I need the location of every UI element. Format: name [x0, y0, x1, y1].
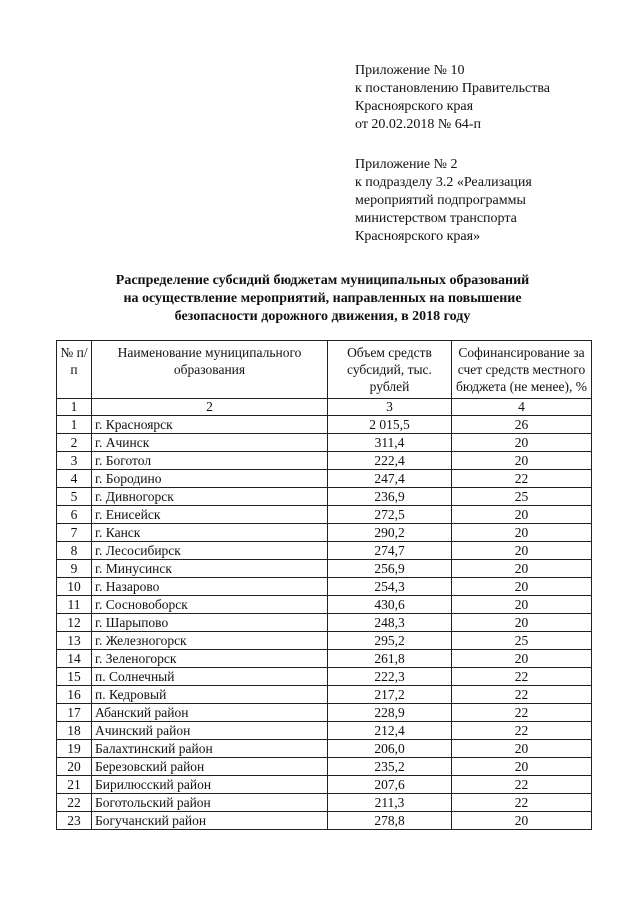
- header-cofinancing: Софинансирование за счет средств местного бюджета (не менее), %: [452, 341, 592, 399]
- row-number-cell: 15: [57, 668, 92, 686]
- row-number-cell: 13: [57, 632, 92, 650]
- row-number-cell: 5: [57, 488, 92, 506]
- municipality-cell: Абанский район: [92, 704, 328, 722]
- table-row: [57, 722, 592, 740]
- title-line: на осуществление мероприятий, направленных на повышение: [123, 291, 522, 306]
- cofinancing-cell: 22: [452, 722, 592, 740]
- subsidy-amount-cell: 254,3: [328, 578, 452, 596]
- index-cell: 3: [328, 399, 452, 416]
- title-line: безопасности дорожного движения, в 2018 году: [174, 309, 471, 324]
- cofinancing-cell: 22: [452, 668, 592, 686]
- appendix-line: Приложение № 10: [355, 63, 465, 78]
- appendix-line: Приложение № 2: [355, 157, 458, 172]
- subsidy-amount-cell: 272,5: [328, 506, 452, 524]
- row-number-cell: 17: [57, 704, 92, 722]
- municipality-cell: г. Железногорск: [92, 632, 328, 650]
- subsidy-amount-cell: 211,3: [328, 794, 452, 812]
- row-number-cell: 7: [57, 524, 92, 542]
- index-cell: 2: [92, 399, 328, 416]
- appendix-line: Красноярского края: [355, 99, 474, 114]
- table-body: [57, 416, 592, 830]
- table-row: [57, 794, 592, 812]
- subsidy-amount-cell: 236,9: [328, 488, 452, 506]
- table-row: [57, 488, 592, 506]
- index-cell: 1: [57, 399, 92, 416]
- subsidy-amount-cell: 217,2: [328, 686, 452, 704]
- cofinancing-cell: 20: [452, 812, 592, 830]
- cofinancing-cell: 25: [452, 488, 592, 506]
- subsidy-amount-cell: 295,2: [328, 632, 452, 650]
- municipality-cell: г. Канск: [92, 524, 328, 542]
- table-index-row: [57, 399, 592, 416]
- index-cell: 4: [452, 399, 592, 416]
- municipality-cell: г. Сосновоборск: [92, 596, 328, 614]
- table-row: [57, 758, 592, 776]
- header-number: № п/п: [57, 341, 92, 399]
- cofinancing-cell: 22: [452, 470, 592, 488]
- subsidy-amount-cell: 311,4: [328, 434, 452, 452]
- municipality-cell: г. Красноярск: [92, 416, 328, 434]
- row-number-cell: 19: [57, 740, 92, 758]
- municipality-cell: п. Солнечный: [92, 668, 328, 686]
- subsidy-amount-cell: 207,6: [328, 776, 452, 794]
- row-number-cell: 12: [57, 614, 92, 632]
- row-number-cell: 18: [57, 722, 92, 740]
- header-subsidy-amount: Объем средств субсидий, тыс. рублей: [328, 341, 452, 399]
- row-number-cell: 16: [57, 686, 92, 704]
- cofinancing-cell: 20: [452, 758, 592, 776]
- row-number-cell: 11: [57, 596, 92, 614]
- cofinancing-cell: 20: [452, 560, 592, 578]
- subsidy-amount-cell: 222,4: [328, 452, 452, 470]
- table-row: [57, 524, 592, 542]
- cofinancing-cell: 20: [452, 542, 592, 560]
- table-header-row: [57, 341, 592, 399]
- table-row: [57, 542, 592, 560]
- row-number-cell: 8: [57, 542, 92, 560]
- cofinancing-cell: 20: [452, 578, 592, 596]
- title-line: Распределение субсидий бюджетам муниципальных образований: [115, 273, 530, 288]
- subsidy-amount-cell: 290,2: [328, 524, 452, 542]
- subsidy-amount-cell: 430,6: [328, 596, 452, 614]
- municipality-cell: Бирилюсский район: [92, 776, 328, 794]
- table-row: [57, 506, 592, 524]
- cofinancing-cell: 25: [452, 632, 592, 650]
- municipality-cell: Богучанский район: [92, 812, 328, 830]
- header-municipality: Наименование муниципального образования: [92, 341, 328, 399]
- municipality-cell: г. Зеленогорск: [92, 650, 328, 668]
- table-row: [57, 686, 592, 704]
- table-row: [57, 632, 592, 650]
- municipality-cell: г. Бородино: [92, 470, 328, 488]
- subsidy-amount-cell: 206,0: [328, 740, 452, 758]
- municipality-cell: г. Назарово: [92, 578, 328, 596]
- cofinancing-cell: 20: [452, 524, 592, 542]
- subsidy-amount-cell: 222,3: [328, 668, 452, 686]
- municipality-cell: г. Минусинск: [92, 560, 328, 578]
- municipality-cell: г. Шарыпово: [92, 614, 328, 632]
- municipality-cell: Березовский район: [92, 758, 328, 776]
- row-number-cell: 14: [57, 650, 92, 668]
- cofinancing-cell: 22: [452, 704, 592, 722]
- cofinancing-cell: 20: [452, 452, 592, 470]
- table-row: [57, 596, 592, 614]
- municipality-cell: Ачинский район: [92, 722, 328, 740]
- cofinancing-cell: 20: [452, 506, 592, 524]
- subsidy-amount-cell: 274,7: [328, 542, 452, 560]
- row-number-cell: 3: [57, 452, 92, 470]
- municipality-cell: г. Боготол: [92, 452, 328, 470]
- row-number-cell: 22: [57, 794, 92, 812]
- appendix-line: мероприятий подпрограммы: [355, 193, 526, 208]
- cofinancing-cell: 20: [452, 650, 592, 668]
- cofinancing-cell: 20: [452, 614, 592, 632]
- cofinancing-cell: 20: [452, 740, 592, 758]
- row-number-cell: 10: [57, 578, 92, 596]
- table-row: [57, 650, 592, 668]
- subsidy-amount-cell: 248,3: [328, 614, 452, 632]
- row-number-cell: 20: [57, 758, 92, 776]
- municipality-cell: г. Дивногорск: [92, 488, 328, 506]
- cofinancing-cell: 22: [452, 686, 592, 704]
- subsidy-table: [56, 340, 592, 830]
- row-number-cell: 2: [57, 434, 92, 452]
- subsidy-amount-cell: 278,8: [328, 812, 452, 830]
- cofinancing-cell: 26: [452, 416, 592, 434]
- table-row: [57, 470, 592, 488]
- subsidy-amount-cell: 235,2: [328, 758, 452, 776]
- appendix-line: министерством транспорта: [355, 211, 517, 226]
- cofinancing-cell: 22: [452, 776, 592, 794]
- cofinancing-cell: 20: [452, 596, 592, 614]
- municipality-cell: Боготольский район: [92, 794, 328, 812]
- table-row: [57, 614, 592, 632]
- table-row: [57, 434, 592, 452]
- cofinancing-cell: 22: [452, 794, 592, 812]
- row-number-cell: 23: [57, 812, 92, 830]
- table-row: [57, 416, 592, 434]
- subsidy-amount-cell: 2 015,5: [328, 416, 452, 434]
- row-number-cell: 21: [57, 776, 92, 794]
- table-row: [57, 668, 592, 686]
- table-row: [57, 452, 592, 470]
- cofinancing-cell: 20: [452, 434, 592, 452]
- subsidy-amount-cell: 228,9: [328, 704, 452, 722]
- municipality-cell: Балахтинский район: [92, 740, 328, 758]
- table-row: [57, 776, 592, 794]
- table-row: [57, 812, 592, 830]
- table-row: [57, 704, 592, 722]
- row-number-cell: 4: [57, 470, 92, 488]
- row-number-cell: 9: [57, 560, 92, 578]
- table-row: [57, 578, 592, 596]
- municipality-cell: г. Енисейск: [92, 506, 328, 524]
- row-number-cell: 1: [57, 416, 92, 434]
- row-number-cell: 6: [57, 506, 92, 524]
- table-row: [57, 560, 592, 578]
- appendix-line: к постановлению Правительства: [355, 81, 551, 96]
- document-title: [40, 272, 605, 326]
- appendix-line: от 20.02.2018 № 64-п: [355, 117, 481, 132]
- appendix-header: [355, 62, 550, 246]
- subsidy-amount-cell: 261,8: [328, 650, 452, 668]
- municipality-cell: г. Лесосибирск: [92, 542, 328, 560]
- table-row: [57, 740, 592, 758]
- subsidy-amount-cell: 256,9: [328, 560, 452, 578]
- municipality-cell: п. Кедровый: [92, 686, 328, 704]
- subsidy-amount-cell: 212,4: [328, 722, 452, 740]
- appendix-line: к подразделу 3.2 «Реализация: [355, 175, 532, 190]
- municipality-cell: г. Ачинск: [92, 434, 328, 452]
- appendix-line: Красноярского края»: [355, 229, 481, 244]
- subsidy-amount-cell: 247,4: [328, 470, 452, 488]
